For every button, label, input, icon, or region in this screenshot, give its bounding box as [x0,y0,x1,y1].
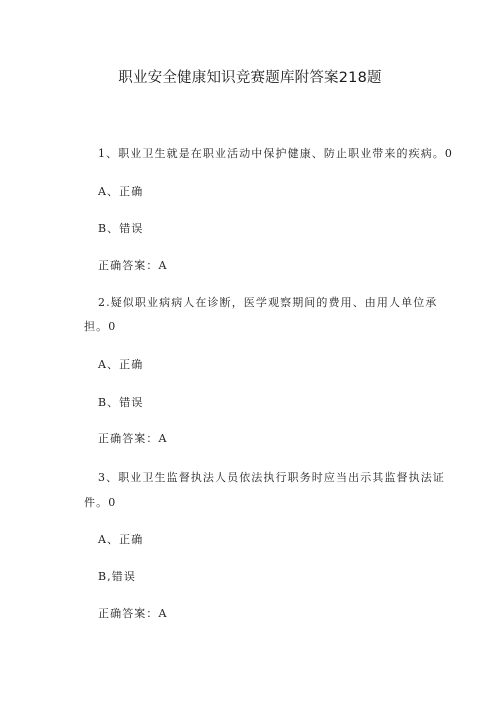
question-1-text: 1、职业卫生就是在职业活动中保护健康、防止职业带来的疾病。0 [98,147,453,160]
question-1-option-a: A、正确 [98,185,144,198]
question-1-answer: 正确答案：A [98,259,168,272]
question-2-option-b: B、错误 [98,396,144,409]
question-3-text-continued: 件。0 [84,496,117,509]
question-3-option-a: A、正确 [98,533,144,546]
question-2-text: 2.疑似职业病病人在诊断，医学观察期间的费用、由用人单位承 [98,296,438,309]
question-1-option-b: B、错误 [98,222,144,235]
document-title: 职业安全健康知识竞赛题库附答案218题 [118,70,382,86]
question-3-answer: 正确答案：A [98,607,168,620]
question-3-option-b: B,错误 [98,570,136,583]
question-2-option-a: A、正确 [98,358,144,371]
question-2-text-continued: 担。0 [84,320,117,333]
question-2-answer: 正确答案：A [98,432,168,445]
question-3-text: 3、职业卫生监督执法人员依法执行职务时应当出示其监督执法证 [98,471,445,484]
